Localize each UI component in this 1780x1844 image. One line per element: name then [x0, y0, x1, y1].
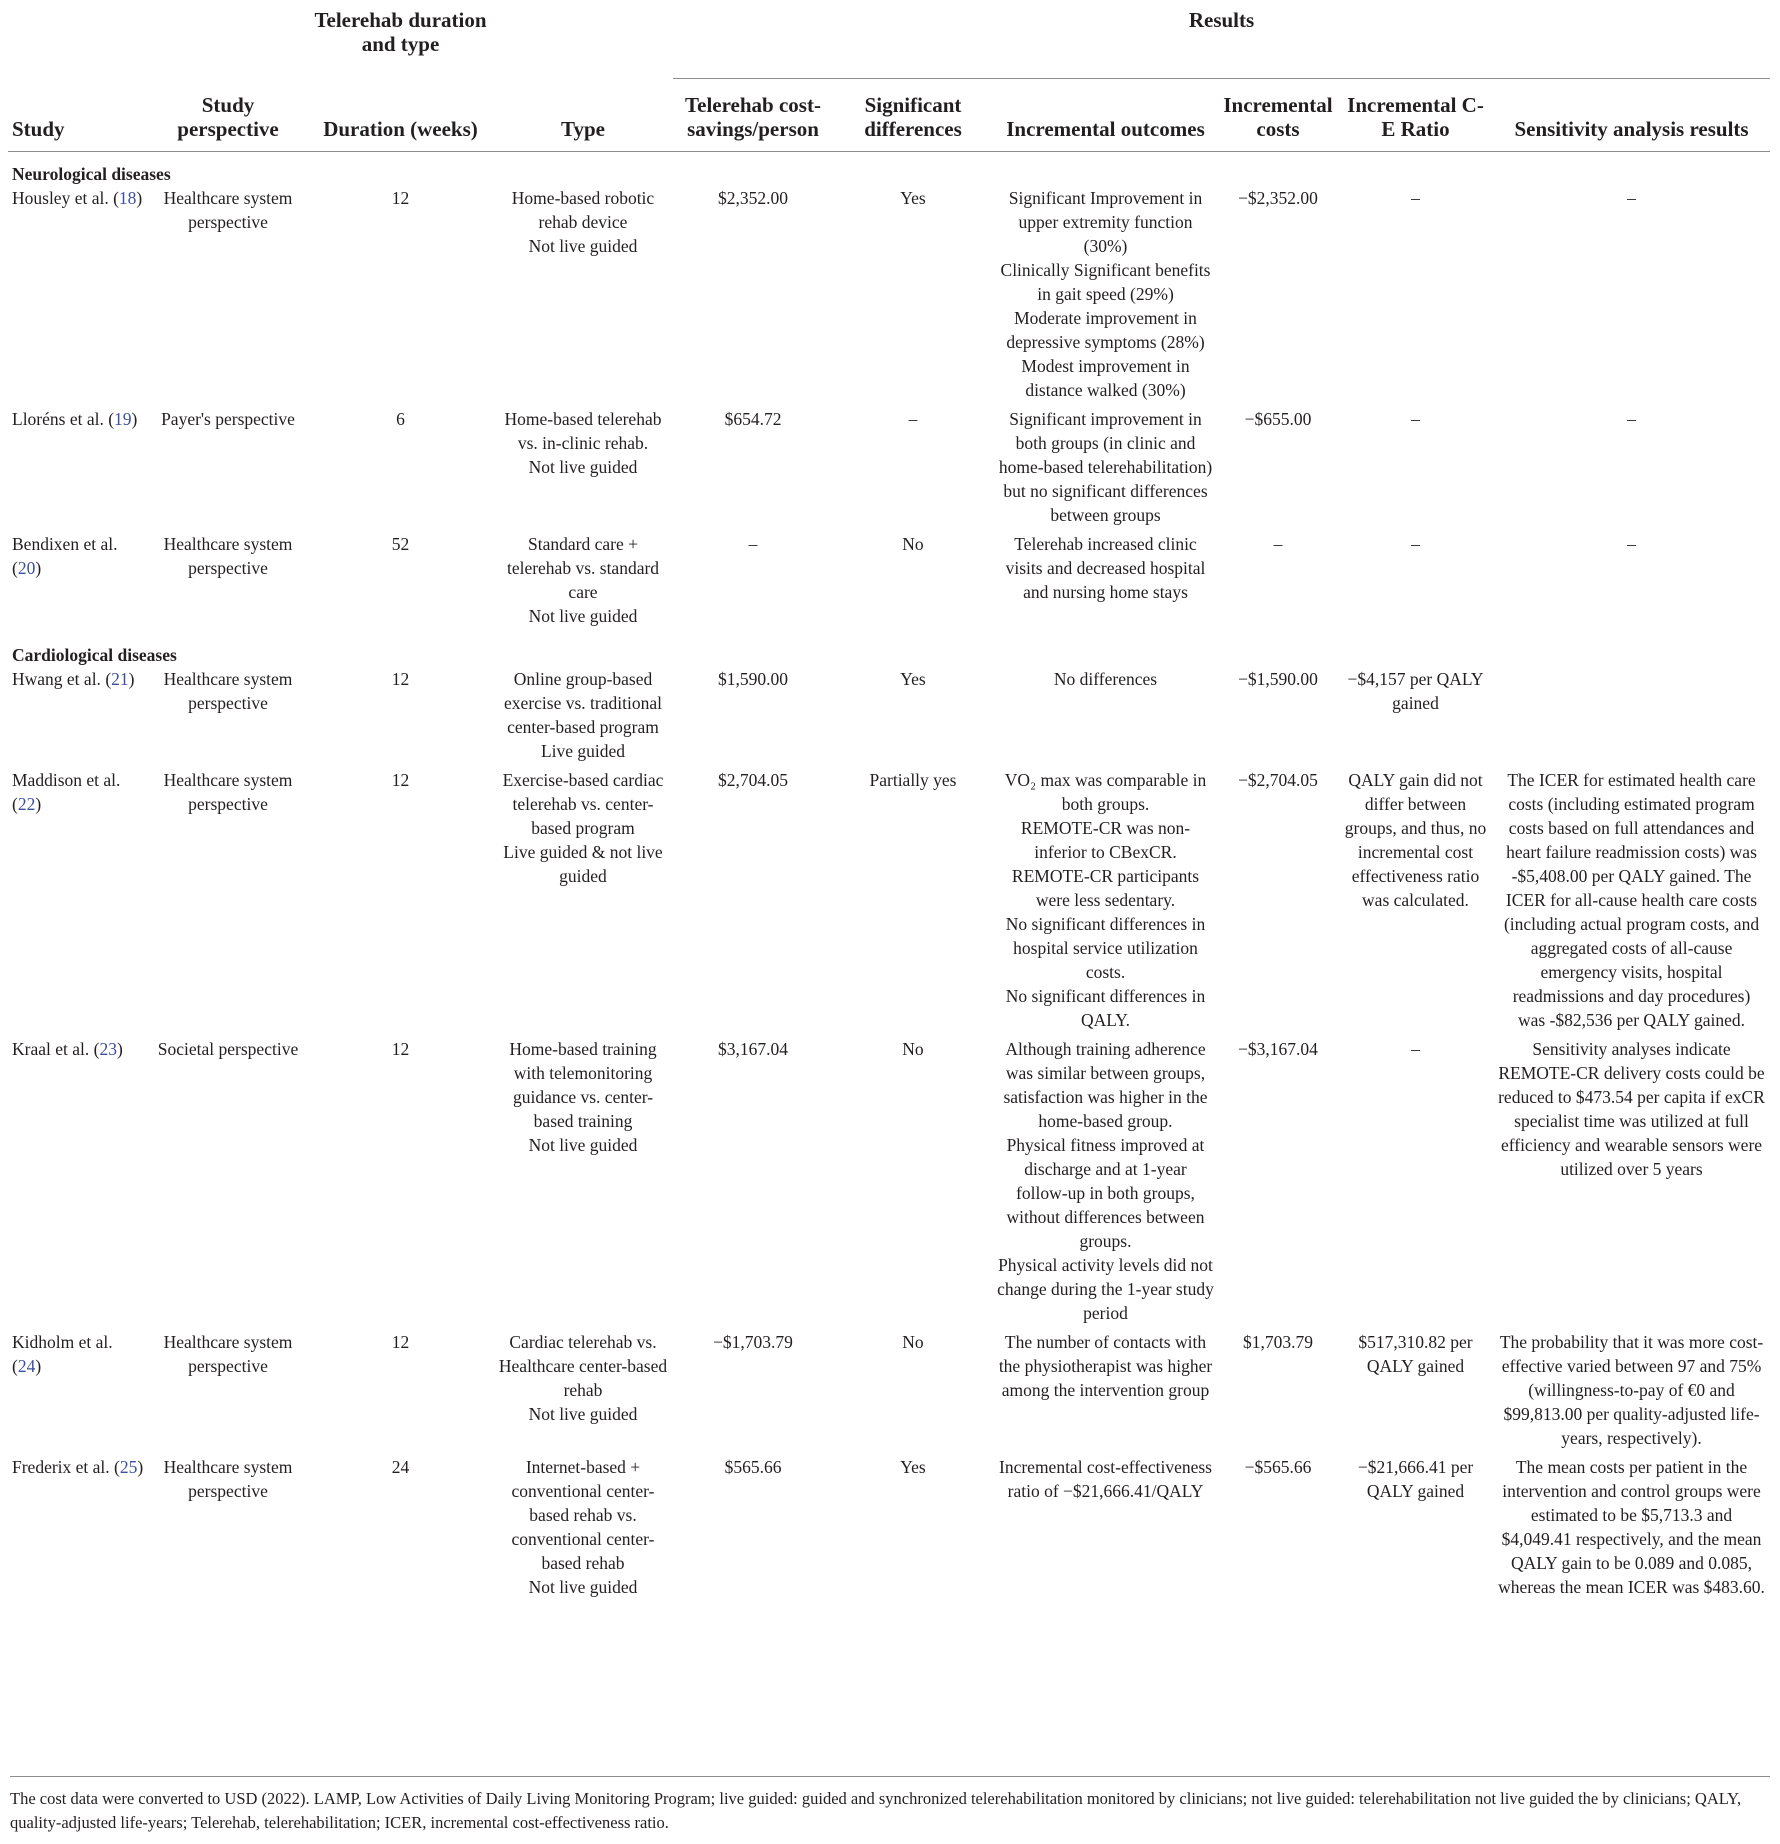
costs-cell: −$3,167.04 — [1238, 1039, 1318, 1059]
table-row — [8, 532, 1770, 633]
col-perspective-header: Study perspective — [148, 79, 308, 152]
type-cell-line: Not live guided — [528, 1135, 638, 1155]
col-outcomes-header: Incremental outcomes — [993, 79, 1218, 152]
table-row — [8, 1455, 1770, 1604]
type-cell — [493, 1330, 673, 1455]
perspective-cell: Healthcare system perspective — [163, 534, 293, 578]
study-name: Frederix et al. — [12, 1457, 110, 1477]
perspective-cell: Payer's perspective — [161, 409, 295, 429]
type-cell — [493, 532, 673, 633]
study-cell: Bendixen et al. (20) — [12, 534, 118, 578]
perspective-cell: Healthcare system perspective — [163, 1457, 293, 1501]
reference-link[interactable]: 25 — [119, 1457, 138, 1477]
col-duration-header: Duration (weeks) — [308, 79, 493, 152]
type-cell-line: Internet-based + conventional center-based rehab vs. conventional center-based rehab — [511, 1457, 655, 1573]
outcomes-cell-line: No significant differences in hospital service utilization costs. — [1005, 914, 1206, 982]
outcomes-cell-line: Incremental cost-effectiveness ratio of −$21,666.41/QALY — [999, 1457, 1212, 1501]
col-study-header: Study — [8, 79, 148, 152]
savings-cell: $2,704.05 — [718, 770, 788, 790]
sensitivity-cell: The mean costs per patient in the intervention and control groups were estimated to be $5,713.3 and $4,049.41 respectively, and the mean QALY gain to be 0.089 and 0.085, whereas the mean ICER was $483.60. — [1498, 1457, 1765, 1597]
study-cell: Housley et al. (18) — [12, 188, 143, 208]
table-row — [8, 667, 1770, 768]
col-sensitivity-header: Sensitivity analysis results — [1493, 79, 1770, 152]
type-cell — [493, 186, 673, 407]
outcomes-cell — [993, 1330, 1218, 1455]
type-cell-line: Live guided — [540, 741, 626, 761]
outcomes-cell-line: Significant improvement in both groups (in clinic and home-based telerehabilitation) but no significant differences between groups — [998, 409, 1213, 525]
study-name: Housley et al. — [12, 188, 109, 208]
ratio-cell: −$21,666.41 per QALY gained — [1357, 1457, 1474, 1501]
study-name: Kraal et al. — [12, 1039, 90, 1059]
col-savings-header: Telerehab cost-savings/person — [673, 79, 833, 152]
sensitivity-cell: – — [1627, 188, 1636, 208]
outcomes-cell — [993, 186, 1218, 407]
study-name: Lloréns et al. — [12, 409, 104, 429]
study-cell: Lloréns et al. (19) — [12, 409, 138, 429]
outcomes-cell — [993, 1037, 1218, 1330]
section-row — [8, 152, 1770, 187]
type-cell-line: Not live guided — [528, 457, 638, 477]
reference-link[interactable]: 23 — [99, 1039, 117, 1059]
duration-cell: 24 — [391, 1457, 410, 1477]
duration-cell: 12 — [391, 770, 410, 790]
table-row — [8, 768, 1770, 1037]
study-cell: Maddison et al. (22) — [12, 770, 121, 814]
sensitivity-cell: The ICER for estimated health care costs (including estimated program costs based on full attendances and heart failure readmission costs) was -$5,408.00 per QALY gained. The ICER for all-cause health care costs (including actual program costs, and aggregated costs of all-cause emergency visits, hospital readmissions and day procedures) was -$82,536 per QALY gained. — [1503, 770, 1760, 1030]
sensitivity-cell: The probability that it was more cost-effective varied between 97 and 75% (willingness-to-pay of €0 and $99,813.00 per quality-adjusted life-years, respectively). — [1499, 1332, 1764, 1448]
duration-cell: 12 — [391, 1332, 410, 1352]
costs-cell: −$1,590.00 — [1238, 669, 1318, 689]
duration-cell: 12 — [391, 1039, 410, 1059]
type-cell-line: Live guided & not live guided — [503, 842, 663, 886]
type-cell-line: Not live guided — [528, 1404, 638, 1424]
type-cell-line: Home-based robotic rehab device — [511, 188, 655, 232]
outcomes-cell — [993, 667, 1218, 768]
significant-cell: No — [902, 534, 924, 554]
outcomes-cell-line: VO₂ max was comparable in both groups. — [1004, 770, 1207, 814]
col-type-header: Type — [493, 79, 673, 152]
table-body — [8, 152, 1770, 1605]
ratio-cell: – — [1411, 534, 1420, 554]
study-cell: Kidholm et al. (24) — [12, 1332, 113, 1376]
perspective-cell: Healthcare system perspective — [163, 669, 293, 713]
study-name: Bendixen et al. — [12, 534, 118, 554]
group-telerehab-heading: Telerehab duration and type — [314, 8, 487, 56]
cost-effectiveness-table — [8, 0, 1770, 1604]
significant-cell: Yes — [900, 669, 926, 689]
col-costs-header: Incremental costs — [1218, 79, 1338, 152]
table-row — [8, 186, 1770, 407]
study-cell: Hwang et al. (21) — [12, 669, 135, 689]
type-cell-line: Cardiac telerehab vs. Healthcare center-based rehab — [498, 1332, 668, 1400]
section-title: Neurological diseases — [12, 164, 171, 184]
group-header-row — [8, 0, 1770, 79]
savings-cell: −$1,703.79 — [713, 1332, 793, 1352]
significant-cell: No — [902, 1332, 924, 1352]
ratio-cell: – — [1411, 409, 1420, 429]
savings-cell: $3,167.04 — [718, 1039, 788, 1059]
type-cell — [493, 407, 673, 532]
column-header-row — [8, 79, 1770, 152]
table-row — [8, 1330, 1770, 1455]
table-row — [8, 1037, 1770, 1330]
type-cell-line: Standard care + telerehab vs. standard care — [506, 534, 660, 602]
outcomes-cell — [993, 1455, 1218, 1604]
type-cell — [493, 768, 673, 1037]
savings-cell: $565.66 — [724, 1457, 782, 1477]
ratio-cell: $517,310.82 per QALY gained — [1358, 1332, 1473, 1376]
costs-cell: – — [1273, 534, 1283, 554]
outcomes-cell-line: No significant differences in QALY. — [1005, 986, 1206, 1030]
outcomes-cell-line: REMOTE-CR participants were less sedentary. — [1011, 866, 1200, 910]
perspective-cell: Healthcare system perspective — [163, 770, 293, 814]
type-cell-line: Online group-based exercise vs. traditional center-based program — [504, 669, 662, 737]
type-cell — [493, 1037, 673, 1330]
study-cell: Kraal et al. (23) — [12, 1039, 123, 1059]
savings-cell: – — [748, 534, 758, 554]
outcomes-cell-line: Although training adherence was similar between groups, satisfaction was higher in the home-based group. — [1003, 1039, 1208, 1131]
study-name: Maddison et al. — [12, 770, 121, 790]
savings-cell: $2,352.00 — [718, 188, 788, 208]
duration-cell: 52 — [391, 534, 410, 554]
outcomes-cell-line: Physical fitness improved at discharge and at 1-year follow-up in both groups, without differences between groups. — [1006, 1135, 1205, 1251]
perspective-cell: Societal perspective — [157, 1039, 299, 1059]
outcomes-cell — [993, 768, 1218, 1037]
section-row — [8, 633, 1770, 667]
costs-cell: $1,703.79 — [1243, 1332, 1313, 1352]
outcomes-cell-line: Modest improvement in distance walked (30%) — [1021, 356, 1190, 400]
outcomes-cell-line: Clinically Significant benefits in gait speed (29%) — [1000, 260, 1211, 304]
type-cell-line: Not live guided — [528, 606, 638, 626]
outcomes-cell-line: REMOTE-CR was non-inferior to CBexCR. — [1020, 818, 1191, 862]
reference-link[interactable]: 18 — [118, 188, 137, 208]
outcomes-cell-line: Moderate improvement in depressive symptoms (28%) — [1006, 308, 1205, 352]
duration-cell: 12 — [391, 669, 410, 689]
type-cell-line: Home-based training with telemonitoring guidance vs. center-based training — [509, 1039, 657, 1131]
significant-cell: Yes — [900, 1457, 926, 1477]
type-cell — [493, 667, 673, 768]
table-row — [8, 407, 1770, 532]
costs-cell: −$655.00 — [1244, 409, 1312, 429]
outcomes-cell — [993, 407, 1218, 532]
savings-cell: $654.72 — [724, 409, 782, 429]
ratio-cell: −$4,157 per QALY gained — [1347, 669, 1484, 713]
reference-link[interactable]: 24 — [17, 1356, 36, 1376]
ratio-cell: – — [1411, 1039, 1420, 1059]
type-cell-line: Exercise-based cardiac telerehab vs. center-based program — [502, 770, 664, 838]
outcomes-cell-line: Physical activity levels did not change during the 1-year study period — [997, 1255, 1214, 1323]
section-title: Cardiological diseases — [12, 645, 177, 665]
significant-cell: Yes — [900, 188, 926, 208]
study-name: Kidholm et al. — [12, 1332, 113, 1352]
perspective-cell: Healthcare system perspective — [163, 1332, 293, 1376]
significant-cell: Partially yes — [869, 770, 957, 790]
type-cell-line: Not live guided — [528, 1577, 638, 1597]
study-name: Hwang et al. — [12, 669, 101, 689]
sensitivity-cell: – — [1627, 534, 1636, 554]
duration-cell: 12 — [391, 188, 410, 208]
sensitivity-cell: – — [1627, 409, 1636, 429]
perspective-cell: Healthcare system perspective — [163, 188, 293, 232]
reference-link[interactable]: 20 — [17, 558, 36, 578]
significant-cell: No — [902, 1039, 924, 1059]
sensitivity-cell — [1493, 667, 1770, 768]
type-cell-line: Not live guided — [528, 236, 638, 256]
sensitivity-cell: Sensitivity analyses indicate REMOTE-CR delivery costs could be reduced to $473.54 per capita if exCR specialist time was utilized at full efficiency and wearable sensors were utilized over 5 years — [1498, 1039, 1765, 1179]
outcomes-cell-line: Telerehab increased clinic visits and decreased hospital and nursing home stays — [1005, 534, 1206, 602]
costs-cell: −$2,352.00 — [1238, 188, 1318, 208]
outcomes-cell — [993, 532, 1218, 633]
reference-link[interactable]: 19 — [114, 409, 132, 429]
table-footnote: The cost data were converted to USD (2022). LAMP, Low Activities of Daily Living Monitoring Program; live guided: guided and synchronized telerehabilitation monitored by clinicians; not live guided: telerehabilitation not live guided the by clinicians; QALY, quality-adjusted life-years; Telerehab, telerehabilitation; ICER, incremental cost-effectiveness ratio. — [10, 1776, 1770, 1835]
reference-link[interactable]: 22 — [17, 794, 36, 814]
study-cell: Frederix et al. (25) — [12, 1457, 144, 1477]
ratio-cell: – — [1411, 188, 1420, 208]
type-cell — [493, 1455, 673, 1604]
outcomes-cell-line: The number of contacts with the physiotherapist was higher among the intervention group — [998, 1332, 1213, 1400]
ratio-cell: QALY gain did not differ between groups, and thus, no incremental cost effectiveness ratio was calculated. — [1344, 770, 1487, 910]
duration-cell: 6 — [396, 409, 405, 429]
costs-cell: −$565.66 — [1244, 1457, 1312, 1477]
savings-cell: $1,590.00 — [718, 669, 788, 689]
col-significant-header: Significant differences — [833, 79, 993, 152]
significant-cell: – — [908, 409, 918, 429]
group-results-heading: Results — [673, 0, 1770, 79]
type-cell-line: Home-based telerehab vs. in-clinic rehab. — [504, 409, 662, 453]
outcomes-cell-line: No differences — [1053, 669, 1158, 689]
costs-cell: −$2,704.05 — [1238, 770, 1318, 790]
col-ratio-header: Incremental C-E Ratio — [1338, 79, 1493, 152]
reference-link[interactable]: 21 — [111, 669, 129, 689]
outcomes-cell-line: Significant Improvement in upper extremity function (30%) — [1008, 188, 1203, 256]
